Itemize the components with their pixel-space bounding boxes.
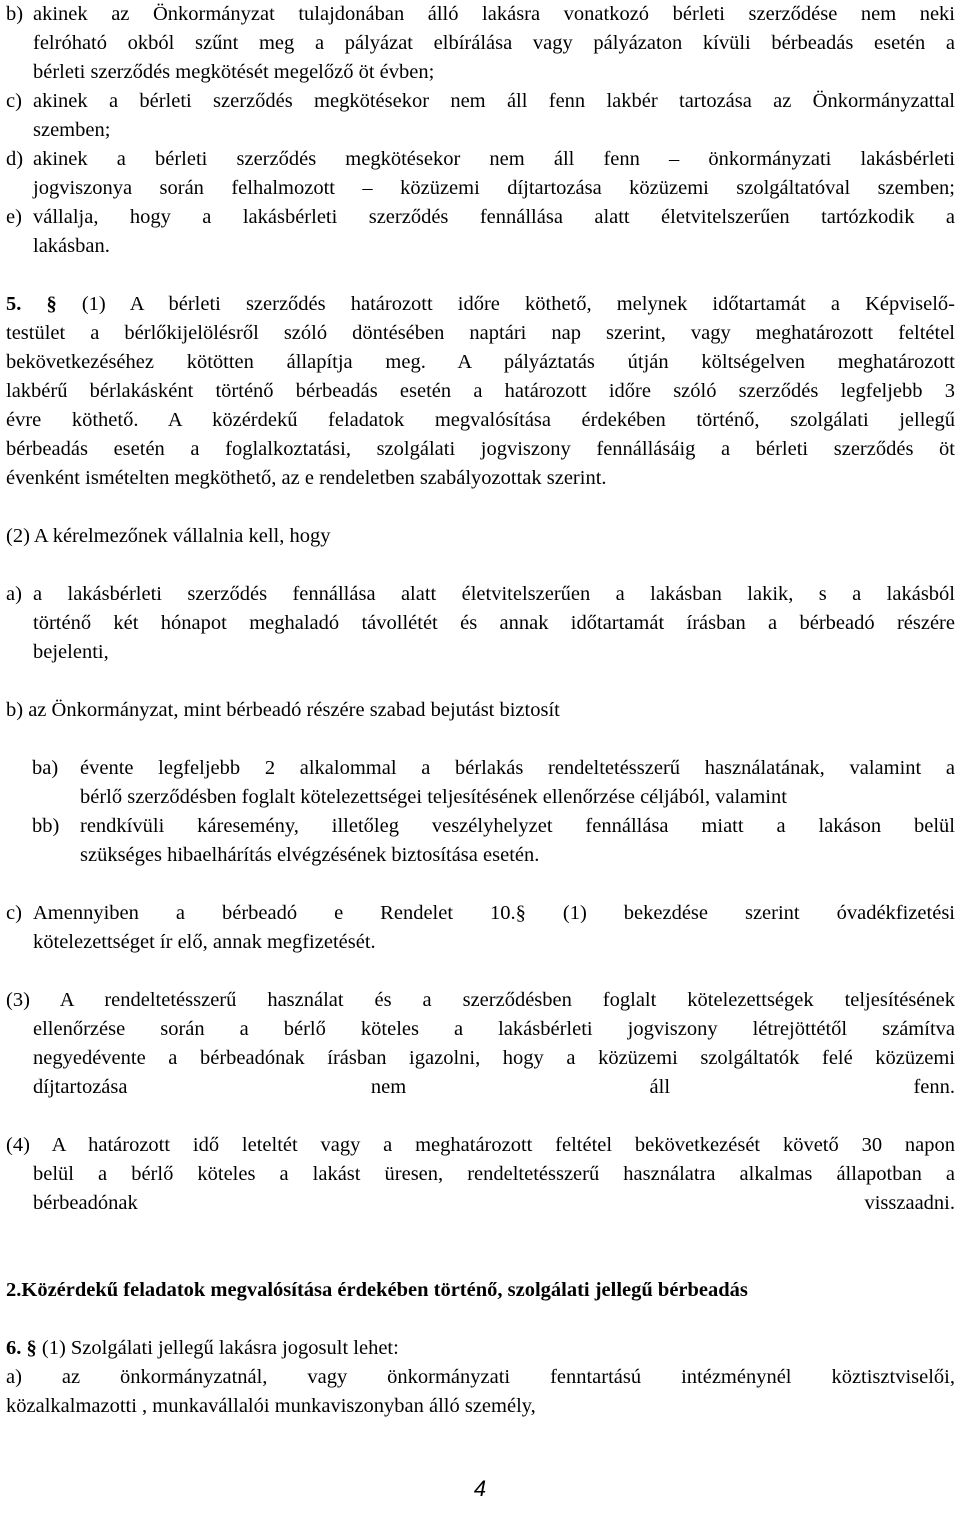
text-line: lakbérű bérlakásként történő bérbeadás esetén a határozott időre szóló szerződés legfeljebb 3 [6, 380, 955, 402]
text-line: kötelezettséget ír elő, annak megfizetését. [33, 931, 376, 953]
paragraph-sign: § [26, 1337, 37, 1359]
text-line: bérlő szerződésben foglalt kötelezettségei teljesítésének ellenőrzése céljából, valamint [80, 786, 787, 808]
text-line: (3) A rendeltetésszerű használat és a szerződésben foglalt kötelezettségek teljesítésének [6, 989, 955, 1011]
text-line: lakásban. [33, 235, 110, 257]
list-item [6, 203, 955, 261]
text-line: évente legfeljebb 2 alkalommal a bérlakás rendeltetésszerű használatának, valamint a [80, 757, 955, 779]
text-line: negyedévente a bérbeadónak írásban igazolni, hogy a közüzemi szolgáltatók felé közüzemi [33, 1047, 955, 1069]
page-number: 4 [473, 1476, 487, 1501]
text-line: bekövetkezéséhez kötötten állapítja meg. A pályáztatás útján költségelven meghatározott [6, 351, 955, 373]
text-line: bejelenti, [33, 641, 109, 663]
text-line: felróható okból szűnt meg a pályázat elbírálása vagy pályázaton kívüli bérbeadás esetén a [33, 32, 955, 54]
list-marker: b) [6, 3, 24, 25]
list-marker: ba) [32, 757, 59, 779]
text-line [6, 290, 955, 319]
text-line: vállalja, hogy a lakásbérleti szerződés fennállása alatt életvitelszerűen tartózkodik a [33, 206, 955, 228]
text-line: b) az Önkormányzat, mint bérbeadó részére szabad bejutást biztosít [6, 699, 560, 721]
list-item [6, 899, 955, 957]
list-marker: a) [6, 583, 22, 605]
text-line-content: (1) A bérleti szerződés határozott időre köthető, melynek időtartamát a Képviselő- [81, 293, 956, 315]
text-line: testület a bérlőkijelölésről szóló döntésében naptári nap szerint, vagy meghatározott feltétel [6, 322, 955, 344]
text-line: a) az önkormányzatnál, vagy önkormányzati fenntartású intézménynél köztisztviselői, [6, 1366, 955, 1388]
text-line: közalkalmazotti , munkavállalói munkaviszonyban álló személy, [6, 1395, 536, 1417]
list-item [6, 754, 955, 812]
list-item [6, 812, 955, 870]
section-6 [6, 1334, 955, 1421]
list-marker: c) [6, 902, 22, 924]
text-line: bérleti szerződés megkötését megelőző öt évben; [33, 61, 435, 83]
section-5 [6, 290, 955, 1218]
text-line: ellenőrzése során a bérlő köteles a lakásbérleti jogviszony létrejöttétől számítva [33, 1018, 955, 1040]
text-line-content: (1) Szolgálati jellegű lakásra jogosult lehet: [41, 1337, 399, 1359]
list-marker: d) [6, 148, 24, 170]
text-line: a lakásbérleti szerződés fennállása alatt életvitelszerűen a lakásban lakik, s a lakásból [33, 583, 955, 605]
list-item [6, 580, 955, 667]
list-marker: e) [6, 206, 22, 228]
text-line: belül a bérlő köteles a lakást üresen, rendeltetésszerű használatra alkalmas állapotban a [33, 1163, 955, 1185]
text-line: történő két hónapot meghaladó távollétét és annak időtartamát írásban a bérbeadó részére [33, 612, 955, 634]
text-line: Amennyiben a bérbeadó e Rendelet 10.§ (1) bekezdése szerint óvadékfizetési [33, 902, 955, 924]
text-line [6, 1334, 955, 1363]
text-line: (2) A kérelmezőnek vállalnia kell, hogy [6, 525, 331, 547]
text-line: szemben; [33, 119, 111, 141]
text-line: akinek az Önkormányzat tulajdonában álló lakásra vonatkozó bérleti szerződése nem neki [33, 3, 955, 25]
text-line: bérbeadás esetén a foglalkoztatási, szolgálati jogviszony fennállásáig a bérleti szerződés öt [6, 438, 955, 460]
list-marker: c) [6, 90, 22, 112]
text-line: bérbeadónak visszaadni. [33, 1192, 955, 1214]
list-marker: bb) [32, 815, 60, 837]
text-line: akinek a bérleti szerződés megkötésekor nem áll fenn – önkormányzati lakásbérleti [33, 148, 955, 170]
list-item [6, 87, 955, 145]
text-line: évenként ismételten megköthető, az e rendeletben szabályozottak szerint. [6, 467, 607, 489]
text-line: rendkívüli káresemény, illetőleg veszélyhelyzet fennállása miatt a lakáson belül [80, 815, 955, 837]
text-line: jogviszonya során felhalmozott – közüzemi díjtartozása közüzemi szolgáltatóval szemben; [33, 177, 955, 199]
paragraph-sign: § [46, 293, 57, 315]
text-line: szükséges hibaelhárítás elvégzésének biztosítása esetén. [80, 844, 540, 866]
section-heading: 2.Közérdekű feladatok megvalósítása érdekében történő, szolgálati jellegű bérbeadás [6, 1279, 748, 1301]
document-page [6, 0, 955, 1421]
text-line: évre köthető. A közérdekű feladatok megvalósítása érdekében történő, szolgálati jellegű [6, 409, 955, 431]
section-number: 6. [6, 1337, 22, 1359]
list-item [6, 145, 955, 203]
text-line: akinek a bérleti szerződés megkötésekor nem áll fenn lakbér tartozása az Önkormányzattal [33, 90, 955, 112]
list-item [6, 0, 955, 87]
text-line: díjtartozása nem áll fenn. [33, 1076, 955, 1098]
section-number: 5. [6, 293, 22, 315]
text-line: (4) A határozott idő leteltét vagy a meghatározott feltétel bekövetkezését követő 30 napon [6, 1134, 955, 1156]
